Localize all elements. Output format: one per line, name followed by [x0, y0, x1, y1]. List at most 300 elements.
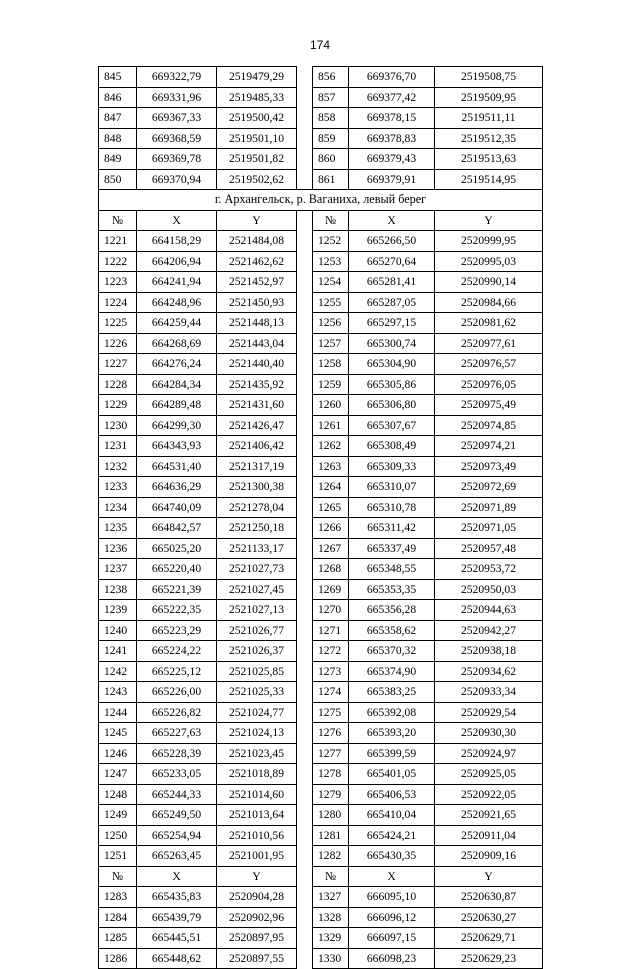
header-num: №	[99, 866, 137, 887]
point-number: 1272	[313, 641, 349, 662]
table-row	[99, 620, 543, 641]
point-number: 1265	[313, 497, 349, 518]
point-number: 1264	[313, 477, 349, 498]
header-row	[99, 866, 543, 887]
y-coordinate: 2520972,69	[435, 477, 543, 498]
table-row	[99, 87, 543, 108]
x-coordinate: 665393,20	[349, 723, 435, 744]
y-coordinate: 2520930,30	[435, 723, 543, 744]
table-row	[99, 743, 543, 764]
y-coordinate: 2521435,92	[217, 374, 297, 395]
y-coordinate: 2521443,04	[217, 333, 297, 354]
x-coordinate: 665374,90	[349, 661, 435, 682]
header-row	[99, 210, 543, 231]
point-number: 1267	[313, 538, 349, 559]
header-num: №	[313, 210, 349, 231]
y-coordinate: 2520933,34	[435, 682, 543, 703]
x-coordinate: 665439,79	[137, 907, 217, 928]
point-number: 1244	[99, 702, 137, 723]
x-coordinate: 665254,94	[137, 825, 217, 846]
point-number: 1231	[99, 436, 137, 457]
y-coordinate: 2520897,95	[217, 928, 297, 949]
y-coordinate: 2521027,45	[217, 579, 297, 600]
y-coordinate: 2521250,18	[217, 518, 297, 539]
column-gap	[297, 764, 313, 785]
y-coordinate: 2519501,10	[217, 128, 297, 149]
table-row	[99, 661, 543, 682]
column-gap	[297, 600, 313, 621]
point-number: 1242	[99, 661, 137, 682]
table-row	[99, 149, 543, 170]
table-row	[99, 477, 543, 498]
column-gap	[297, 108, 313, 129]
x-coordinate: 665233,05	[137, 764, 217, 785]
x-coordinate: 664636,29	[137, 477, 217, 498]
point-number: 1249	[99, 805, 137, 826]
table-row	[99, 169, 543, 190]
x-coordinate: 665297,15	[349, 313, 435, 334]
point-number: 1233	[99, 477, 137, 498]
point-number: 1245	[99, 723, 137, 744]
x-coordinate: 664206,94	[137, 251, 217, 272]
y-coordinate: 2519479,29	[217, 67, 297, 88]
y-coordinate: 2520974,85	[435, 415, 543, 436]
section-title: г. Архангельск, р. Ваганиха, левый берег	[99, 190, 543, 211]
point-number: 1239	[99, 600, 137, 621]
header-num: №	[313, 866, 349, 887]
header-y: Y	[217, 866, 297, 887]
column-gap	[297, 456, 313, 477]
x-coordinate: 665308,49	[349, 436, 435, 457]
point-number: 858	[313, 108, 349, 129]
x-coordinate: 665270,64	[349, 251, 435, 272]
point-number: 1256	[313, 313, 349, 334]
point-number: 1251	[99, 846, 137, 867]
point-number: 1226	[99, 333, 137, 354]
x-coordinate: 664241,94	[137, 272, 217, 293]
y-coordinate: 2521018,89	[217, 764, 297, 785]
point-number: 1224	[99, 292, 137, 313]
table-row	[99, 456, 543, 477]
x-coordinate: 669378,83	[349, 128, 435, 149]
x-coordinate: 665307,67	[349, 415, 435, 436]
y-coordinate: 2521025,85	[217, 661, 297, 682]
point-number: 1259	[313, 374, 349, 395]
column-gap	[297, 928, 313, 949]
y-coordinate: 2520990,14	[435, 272, 543, 293]
point-number: 1275	[313, 702, 349, 723]
point-number: 1330	[313, 948, 349, 969]
y-coordinate: 2521278,04	[217, 497, 297, 518]
point-number: 1260	[313, 395, 349, 416]
y-coordinate: 2521027,73	[217, 559, 297, 580]
table-row	[99, 231, 543, 252]
point-number: 1282	[313, 846, 349, 867]
point-number: 856	[313, 67, 349, 88]
x-coordinate: 666095,10	[349, 887, 435, 908]
header-y: Y	[217, 210, 297, 231]
table-row	[99, 559, 543, 580]
table-row	[99, 948, 543, 969]
point-number: 1241	[99, 641, 137, 662]
header-x: X	[349, 210, 435, 231]
x-coordinate: 665224,22	[137, 641, 217, 662]
page-number: 174	[309, 38, 331, 52]
point-number: 859	[313, 128, 349, 149]
table-row	[99, 784, 543, 805]
point-number: 1280	[313, 805, 349, 826]
y-coordinate: 2519500,42	[217, 108, 297, 129]
column-gap	[297, 67, 313, 88]
table-row	[99, 907, 543, 928]
x-coordinate: 669368,59	[137, 128, 217, 149]
x-coordinate: 665226,82	[137, 702, 217, 723]
x-coordinate: 665448,62	[137, 948, 217, 969]
column-gap	[297, 292, 313, 313]
point-number: 1243	[99, 682, 137, 703]
y-coordinate: 2520981,62	[435, 313, 543, 334]
point-number: 846	[99, 87, 137, 108]
column-gap	[297, 477, 313, 498]
x-coordinate: 665025,20	[137, 538, 217, 559]
y-coordinate: 2520975,49	[435, 395, 543, 416]
table-row	[99, 887, 543, 908]
x-coordinate: 665392,08	[349, 702, 435, 723]
x-coordinate: 665221,39	[137, 579, 217, 600]
x-coordinate: 669376,70	[349, 67, 435, 88]
point-number: 1258	[313, 354, 349, 375]
table-row	[99, 928, 543, 949]
x-coordinate: 664289,48	[137, 395, 217, 416]
point-number: 1255	[313, 292, 349, 313]
table-row	[99, 497, 543, 518]
x-coordinate: 665356,28	[349, 600, 435, 621]
y-coordinate: 2520929,54	[435, 702, 543, 723]
table-row	[99, 538, 543, 559]
x-coordinate: 669378,15	[349, 108, 435, 129]
column-gap	[297, 415, 313, 436]
column-gap	[297, 907, 313, 928]
x-coordinate: 665220,40	[137, 559, 217, 580]
x-coordinate: 665228,39	[137, 743, 217, 764]
x-coordinate: 665424,21	[349, 825, 435, 846]
x-coordinate: 665263,45	[137, 846, 217, 867]
y-coordinate: 2521450,93	[217, 292, 297, 313]
y-coordinate: 2520922,05	[435, 784, 543, 805]
y-coordinate: 2519485,33	[217, 87, 297, 108]
point-number: 1250	[99, 825, 137, 846]
y-coordinate: 2521026,77	[217, 620, 297, 641]
x-coordinate: 665406,53	[349, 784, 435, 805]
point-number: 1329	[313, 928, 349, 949]
y-coordinate: 2520938,18	[435, 641, 543, 662]
point-number: 1237	[99, 559, 137, 580]
point-number: 1235	[99, 518, 137, 539]
point-number: 1276	[313, 723, 349, 744]
x-coordinate: 664531,40	[137, 456, 217, 477]
x-coordinate: 665309,33	[349, 456, 435, 477]
table-row	[99, 641, 543, 662]
table-row	[99, 723, 543, 744]
y-coordinate: 2521024,77	[217, 702, 297, 723]
y-coordinate: 2521027,13	[217, 600, 297, 621]
x-coordinate: 666098,23	[349, 948, 435, 969]
y-coordinate: 2519501,82	[217, 149, 297, 170]
x-coordinate: 664276,24	[137, 354, 217, 375]
y-coordinate: 2520976,57	[435, 354, 543, 375]
column-gap	[297, 702, 313, 723]
point-number: 1230	[99, 415, 137, 436]
y-coordinate: 2521406,42	[217, 436, 297, 457]
point-number: 1281	[313, 825, 349, 846]
table-row	[99, 579, 543, 600]
y-coordinate: 2521025,33	[217, 682, 297, 703]
column-gap	[297, 272, 313, 293]
point-number: 861	[313, 169, 349, 190]
table-row	[99, 128, 543, 149]
point-number: 1273	[313, 661, 349, 682]
column-gap	[297, 620, 313, 641]
column-gap	[297, 251, 313, 272]
x-coordinate: 669367,33	[137, 108, 217, 129]
point-number: 1271	[313, 620, 349, 641]
table-row	[99, 702, 543, 723]
point-number: 1278	[313, 764, 349, 785]
column-gap	[297, 805, 313, 826]
x-coordinate: 665370,32	[349, 641, 435, 662]
x-coordinate: 665399,59	[349, 743, 435, 764]
point-number: 1238	[99, 579, 137, 600]
coordinates-table	[98, 66, 543, 969]
table-row	[99, 436, 543, 457]
point-number: 1327	[313, 887, 349, 908]
point-number: 1247	[99, 764, 137, 785]
point-number: 1234	[99, 497, 137, 518]
point-number: 1253	[313, 251, 349, 272]
x-coordinate: 669322,79	[137, 67, 217, 88]
column-gap	[297, 518, 313, 539]
table-row	[99, 354, 543, 375]
header-x: X	[137, 210, 217, 231]
x-coordinate: 665249,50	[137, 805, 217, 826]
column-gap	[297, 87, 313, 108]
point-number: 1279	[313, 784, 349, 805]
x-coordinate: 665300,74	[349, 333, 435, 354]
x-coordinate: 664299,30	[137, 415, 217, 436]
x-coordinate: 666096,12	[349, 907, 435, 928]
point-number: 1284	[99, 907, 137, 928]
column-gap	[297, 866, 313, 887]
y-coordinate: 2520934,62	[435, 661, 543, 682]
point-number: 1232	[99, 456, 137, 477]
y-coordinate: 2520976,05	[435, 374, 543, 395]
y-coordinate: 2519511,11	[435, 108, 543, 129]
point-number: 1328	[313, 907, 349, 928]
x-coordinate: 665223,29	[137, 620, 217, 641]
x-coordinate: 665306,80	[349, 395, 435, 416]
y-coordinate: 2519512,35	[435, 128, 543, 149]
y-coordinate: 2520944,63	[435, 600, 543, 621]
y-coordinate: 2520950,03	[435, 579, 543, 600]
point-number: 848	[99, 128, 137, 149]
point-number: 1225	[99, 313, 137, 334]
column-gap	[297, 825, 313, 846]
y-coordinate: 2521001,95	[217, 846, 297, 867]
header-num: №	[99, 210, 137, 231]
y-coordinate: 2520977,61	[435, 333, 543, 354]
x-coordinate: 665266,50	[349, 231, 435, 252]
x-coordinate: 665337,49	[349, 538, 435, 559]
y-coordinate: 2520925,05	[435, 764, 543, 785]
column-gap	[297, 395, 313, 416]
table-row	[99, 682, 543, 703]
y-coordinate: 2520921,65	[435, 805, 543, 826]
point-number: 1229	[99, 395, 137, 416]
x-coordinate: 665226,00	[137, 682, 217, 703]
x-coordinate: 665430,35	[349, 846, 435, 867]
point-number: 1263	[313, 456, 349, 477]
point-number: 1286	[99, 948, 137, 969]
column-gap	[297, 723, 313, 744]
table-row	[99, 600, 543, 621]
y-coordinate: 2519508,75	[435, 67, 543, 88]
y-coordinate: 2520909,16	[435, 846, 543, 867]
x-coordinate: 666097,15	[349, 928, 435, 949]
x-coordinate: 669377,42	[349, 87, 435, 108]
header-x: X	[349, 866, 435, 887]
point-number: 1266	[313, 518, 349, 539]
y-coordinate: 2521462,62	[217, 251, 297, 272]
x-coordinate: 664343,93	[137, 436, 217, 457]
table-row	[99, 846, 543, 867]
y-coordinate: 2521431,60	[217, 395, 297, 416]
x-coordinate: 665310,78	[349, 497, 435, 518]
point-number: 1283	[99, 887, 137, 908]
x-coordinate: 665225,12	[137, 661, 217, 682]
y-coordinate: 2520904,28	[217, 887, 297, 908]
table-row	[99, 333, 543, 354]
header-y: Y	[435, 210, 543, 231]
x-coordinate: 665287,05	[349, 292, 435, 313]
y-coordinate: 2521026,37	[217, 641, 297, 662]
y-coordinate: 2521452,97	[217, 272, 297, 293]
point-number: 1236	[99, 538, 137, 559]
y-coordinate: 2519514,95	[435, 169, 543, 190]
point-number: 1227	[99, 354, 137, 375]
y-coordinate: 2520629,23	[435, 948, 543, 969]
table-row	[99, 805, 543, 826]
y-coordinate: 2520897,55	[217, 948, 297, 969]
y-coordinate: 2520957,48	[435, 538, 543, 559]
x-coordinate: 664158,29	[137, 231, 217, 252]
column-gap	[297, 743, 313, 764]
y-coordinate: 2521010,56	[217, 825, 297, 846]
table-row	[99, 251, 543, 272]
y-coordinate: 2520924,97	[435, 743, 543, 764]
y-coordinate: 2520974,21	[435, 436, 543, 457]
point-number: 845	[99, 67, 137, 88]
x-coordinate: 665435,83	[137, 887, 217, 908]
x-coordinate: 665358,62	[349, 620, 435, 641]
y-coordinate: 2521426,47	[217, 415, 297, 436]
column-gap	[297, 374, 313, 395]
point-number: 1252	[313, 231, 349, 252]
header-x: X	[137, 866, 217, 887]
y-coordinate: 2520999,95	[435, 231, 543, 252]
point-number: 1222	[99, 251, 137, 272]
x-coordinate: 669369,78	[137, 149, 217, 170]
y-coordinate: 2520971,89	[435, 497, 543, 518]
y-coordinate: 2520629,71	[435, 928, 543, 949]
y-coordinate: 2520630,27	[435, 907, 543, 928]
x-coordinate: 665348,55	[349, 559, 435, 580]
x-coordinate: 665244,33	[137, 784, 217, 805]
point-number: 1228	[99, 374, 137, 395]
x-coordinate: 664842,57	[137, 518, 217, 539]
x-coordinate: 665305,86	[349, 374, 435, 395]
x-coordinate: 669379,91	[349, 169, 435, 190]
point-number: 1268	[313, 559, 349, 580]
y-coordinate: 2520902,96	[217, 907, 297, 928]
column-gap	[297, 948, 313, 969]
column-gap	[297, 661, 313, 682]
table-row	[99, 374, 543, 395]
y-coordinate: 2521013,64	[217, 805, 297, 826]
column-gap	[297, 169, 313, 190]
y-coordinate: 2520973,49	[435, 456, 543, 477]
table-row	[99, 415, 543, 436]
point-number: 1277	[313, 743, 349, 764]
y-coordinate: 2520630,87	[435, 887, 543, 908]
column-gap	[297, 784, 313, 805]
x-coordinate: 665222,35	[137, 600, 217, 621]
column-gap	[297, 128, 313, 149]
point-number: 1270	[313, 600, 349, 621]
y-coordinate: 2521133,17	[217, 538, 297, 559]
table-row	[99, 395, 543, 416]
point-number: 1261	[313, 415, 349, 436]
point-number: 1221	[99, 231, 137, 252]
point-number: 1223	[99, 272, 137, 293]
table-row	[99, 272, 543, 293]
y-coordinate: 2520953,72	[435, 559, 543, 580]
x-coordinate: 665311,42	[349, 518, 435, 539]
x-coordinate: 665310,07	[349, 477, 435, 498]
column-gap	[297, 579, 313, 600]
x-coordinate: 665227,63	[137, 723, 217, 744]
point-number: 1274	[313, 682, 349, 703]
column-gap	[297, 497, 313, 518]
x-coordinate: 665410,04	[349, 805, 435, 826]
header-y: Y	[435, 866, 543, 887]
point-number: 1254	[313, 272, 349, 293]
column-gap	[297, 231, 313, 252]
x-coordinate: 665353,35	[349, 579, 435, 600]
section-title-row	[99, 190, 543, 211]
y-coordinate: 2520995,03	[435, 251, 543, 272]
point-number: 849	[99, 149, 137, 170]
point-number: 1262	[313, 436, 349, 457]
x-coordinate: 669370,94	[137, 169, 217, 190]
table-row	[99, 292, 543, 313]
table-row	[99, 825, 543, 846]
y-coordinate: 2521440,40	[217, 354, 297, 375]
point-number: 1257	[313, 333, 349, 354]
point-number: 850	[99, 169, 137, 190]
x-coordinate: 664248,96	[137, 292, 217, 313]
column-gap	[297, 149, 313, 170]
x-coordinate: 665401,05	[349, 764, 435, 785]
